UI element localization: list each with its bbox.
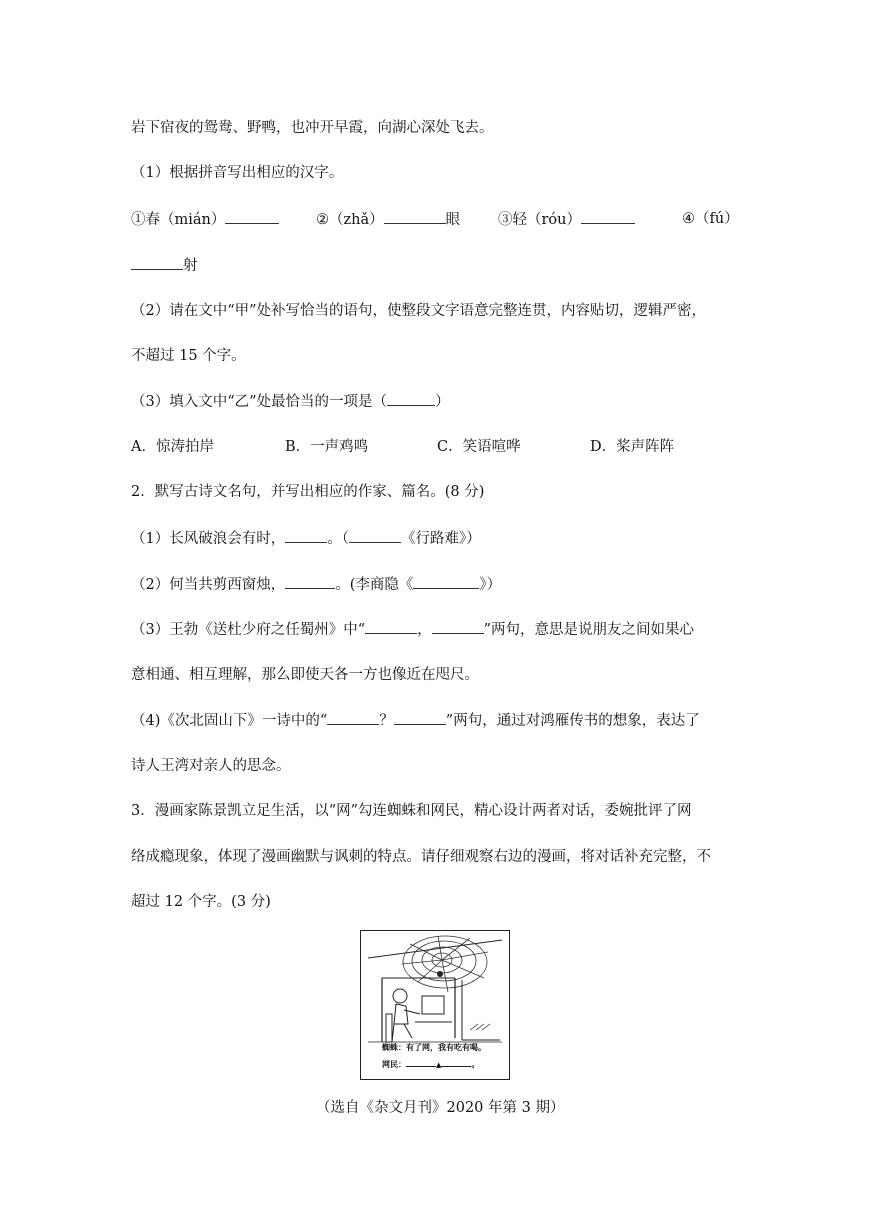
spider-web-cartoon [360, 930, 510, 1080]
blank[interactable] [387, 391, 435, 406]
blank[interactable] [285, 574, 335, 589]
s2-p4: （4)《次北固山下》一诗中的“ ？ ”两句，通过对鸿雁传书的想象，表达了 [131, 710, 700, 731]
s2-p1: （1）长风破浪会有时， 。（ 《行路难》） [131, 528, 481, 549]
s2-p2: （2）何当共剪西窗烛， 。(李商隐《 》） [131, 574, 501, 595]
q1-item-2: ②（zhǎ） 眼 [316, 209, 460, 230]
blank[interactable] [285, 528, 327, 543]
intro-line: 岩下宿夜的鸳鸯、野鸭，也冲开早霞，向湖心深处飞去。 [131, 120, 494, 136]
q1-item-3: ③轻（róu） [498, 209, 635, 230]
q1-item-4-cont: 射 [131, 255, 198, 276]
q3-option-c[interactable]: C．笑语喧哗 [437, 439, 521, 455]
s2-p3-line-2: 意相通、相互理解，那么即使天各一方也像近在咫尺。 [131, 667, 479, 683]
q3-option-d[interactable]: D．桨声阵阵 [590, 439, 675, 455]
cartoon-caption-netizen: 网民： ▲ 。 [382, 1060, 480, 1069]
cartoon-illustration [360, 930, 510, 1080]
blank[interactable] [327, 710, 379, 725]
spider-icon [437, 971, 443, 977]
blank[interactable] [349, 528, 401, 543]
blank[interactable] [131, 255, 183, 270]
q1-label: （1）根据拼音写出相应的汉字。 [131, 165, 344, 181]
blank[interactable] [432, 619, 484, 634]
blank[interactable] [413, 574, 479, 589]
q3-option-a[interactable]: A．惊涛拍岸 [131, 439, 214, 455]
s2-p3: （3）王勃《送杜少府之任蜀州》中“ ， ”两句，意思是说朋友之间如果心 [131, 619, 694, 640]
cartoon-source: （选自《杂文月刊》2020 年第 3 期） [316, 1100, 565, 1116]
s2-heading: 2．默写古诗文名句，并写出相应的作家、篇名。(8 分) [131, 484, 485, 500]
q1-item-4: ④（fú） [682, 211, 739, 227]
cartoon-caption-spider: 蜘蛛：有了网，我有吃有喝。 [382, 1043, 486, 1052]
q2-line-2: 不超过 15 个字。 [131, 348, 246, 364]
s3-line-3: 超过 12 个字。(3 分) [131, 894, 271, 910]
s3-line-2: 络成瘾现象，体现了漫画幽默与讽刺的特点。请仔细观察右边的漫画，将对话补充完整，不 [131, 849, 711, 865]
blank[interactable] [394, 710, 446, 725]
triangle-marker-icon: ▲ [436, 1061, 442, 1069]
blank[interactable] [581, 209, 635, 224]
computer-monitor-icon [422, 996, 444, 1014]
s3-line-1: 3．漫画家陈景凯立足生活，以“网”勾连蜘蛛和网民，精心设计两者对话，委婉批评了网 [131, 803, 692, 819]
q2-line-1: （2）请在文中“甲”处补写恰当的语句，使整段文字语意完整连贯，内容贴切，逻辑严密， [131, 303, 707, 319]
q1-item-1: ①春（mián） [131, 209, 279, 230]
blank[interactable] [225, 209, 279, 224]
q3-question: （3）填入文中“乙”处最恰当的一项是（ ） [131, 391, 450, 412]
s2-p4-line-2: 诗人王湾对亲人的思念。 [131, 758, 291, 774]
blank[interactable] [384, 209, 446, 224]
blank[interactable] [365, 619, 417, 634]
q3-option-b[interactable]: B．一声鸡鸣 [285, 439, 369, 455]
